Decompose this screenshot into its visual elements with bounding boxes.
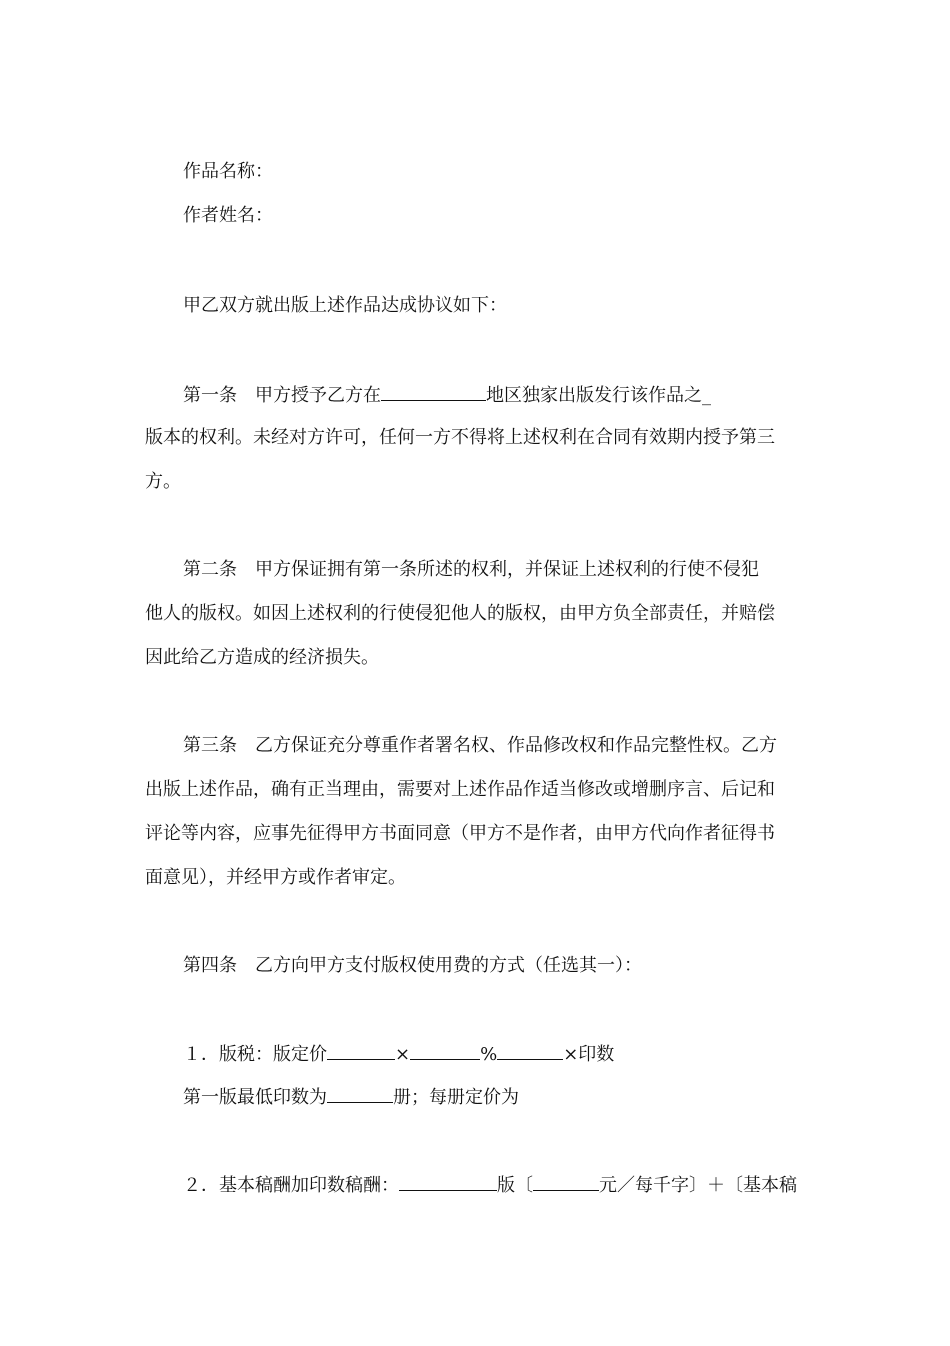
work-title-label: 作品名称： <box>183 161 273 182</box>
article-1-line-2: 版本的权利。未经对方许可，任何一方不得将上述权利在合同有效期内授予第三 <box>145 427 775 448</box>
article-2-line-2: 他人的版权。如因上述权利的行使侵犯他人的版权，由甲方负全部责任，并赔偿 <box>145 603 775 624</box>
option-1-line-1 <box>183 1041 614 1067</box>
article-2-line-1: 第二条 甲方保证拥有第一条所述的权利，并保证上述权利的行使不侵犯 <box>183 559 759 580</box>
article-4-line-1: 第四条 乙方向甲方支付版权使用费的方式（任选其一）： <box>183 955 642 976</box>
min-print-blank <box>327 1084 393 1103</box>
agreement-intro: 甲乙双方就出版上述作品达成协议如下： <box>183 295 507 316</box>
option-1-text-a: １．版税：版定价 <box>183 1044 327 1065</box>
option-1-line-2-b: 册；每册定价为 <box>393 1087 519 1108</box>
extra-blank <box>497 1041 563 1060</box>
article-3-line-3: 评论等内容，应事先征得甲方书面同意（甲方不是作者，由甲方代向作者征得书 <box>145 823 775 844</box>
option-1-times: × <box>395 1044 411 1065</box>
rate-blank <box>410 1041 480 1060</box>
author-name-label: 作者姓名： <box>183 205 273 226</box>
option-1-percent: % <box>480 1044 498 1065</box>
option-1-line-2 <box>183 1084 519 1110</box>
price-blank <box>327 1041 395 1060</box>
option-2-line-1 <box>183 1172 797 1198</box>
article-3-line-1: 第三条 乙方保证充分尊重作者署名权、作品修改权和作品完整性权。乙方 <box>183 735 777 756</box>
option-1-line-2-a: 第一版最低印数为 <box>183 1087 327 1108</box>
option-2-text-c: 元／每千字〕＋〔基本稿 <box>599 1175 797 1196</box>
option-2-text-a: ２．基本稿酬加印数稿酬： <box>183 1175 399 1196</box>
article-3-line-4: 面意见），并经甲方或作者审定。 <box>145 867 406 888</box>
region-blank <box>381 382 486 401</box>
edition-blank <box>399 1172 497 1191</box>
article-2-line-3: 因此给乙方造成的经济损失。 <box>145 647 379 668</box>
per-thousand-blank <box>533 1172 599 1191</box>
article-1-text-a: 第一条 甲方授予乙方在 <box>183 385 381 406</box>
article-1-text-b: 地区独家出版发行该作品之_ <box>486 385 711 406</box>
article-3-line-2: 出版上述作品，确有正当理由，需要对上述作品作适当修改或增删序言、后记和 <box>145 779 775 800</box>
article-1-line-1 <box>183 382 711 408</box>
article-1-line-3: 方。 <box>145 471 181 492</box>
option-2-text-b: 版〔 <box>497 1175 533 1196</box>
option-1-text-d: ×印数 <box>563 1044 615 1065</box>
